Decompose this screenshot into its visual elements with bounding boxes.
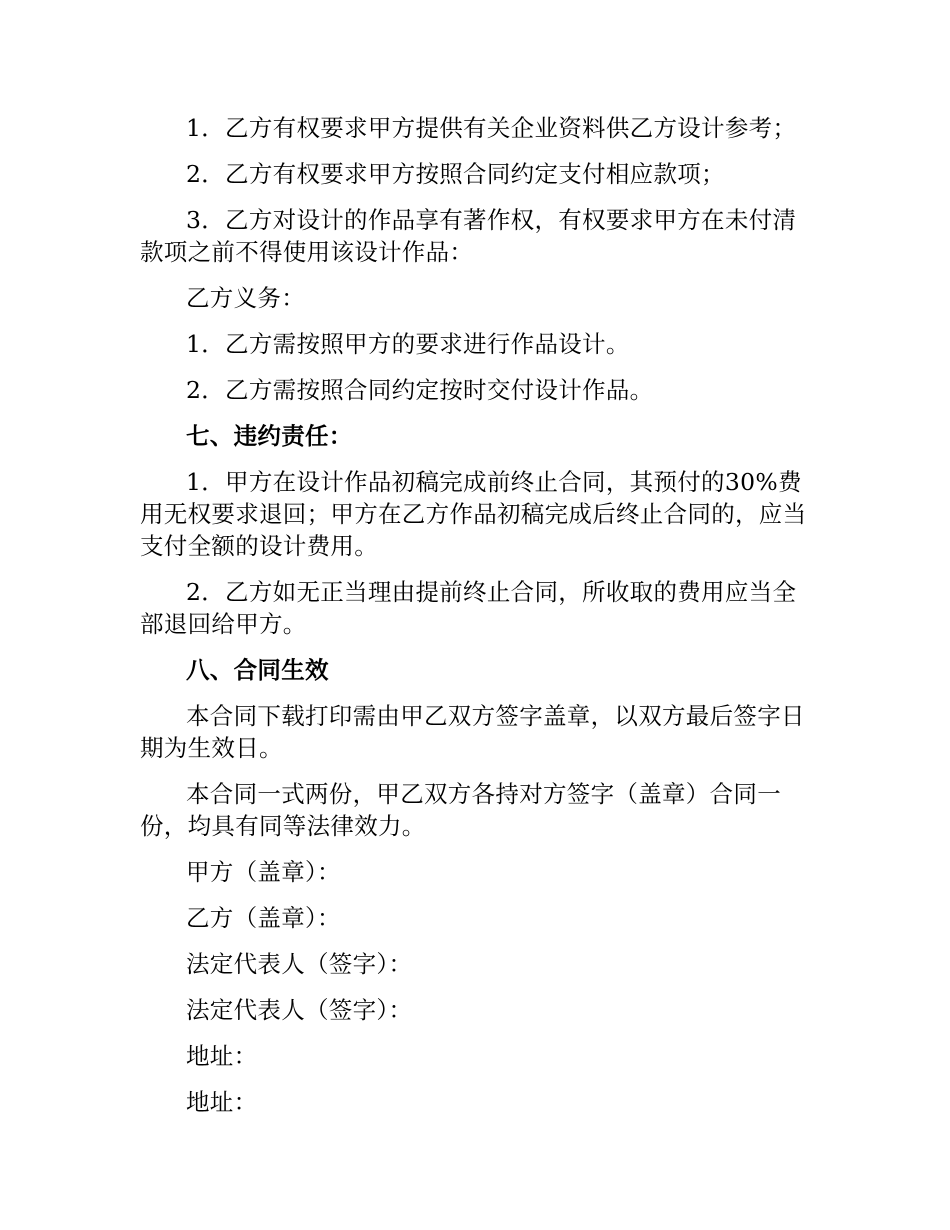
yi-right-item-3: 3．乙方对设计的作品享有著作权，有权要求甲方在未付清款项之前不得使用该设计作品： xyxy=(140,206,797,266)
document-body xyxy=(140,112,812,1132)
legal-rep-signature-line-2: 法定代表人（签字）： xyxy=(186,996,413,1024)
party-a-seal-line: 甲方（盖章）： xyxy=(186,858,341,886)
yi-duty-title: 乙方义务： xyxy=(186,284,305,312)
address-line-1: 地址： xyxy=(186,1042,258,1070)
yi-right-item-2: 2．乙方有权要求甲方按照合同约定支付相应款项； xyxy=(186,160,725,188)
section-7-heading: 七、违约责任： xyxy=(186,422,353,450)
yi-duty-item-2: 2．乙方需按照合同约定按时交付设计作品。 xyxy=(186,376,654,404)
address-line-2: 地址： xyxy=(186,1088,258,1116)
effect-paragraph-2: 本合同一式两份，甲乙双方各持对方签字（盖章）合同一份，均具有同等法律效力。 xyxy=(140,780,781,840)
party-b-seal-line: 乙方（盖章）： xyxy=(186,904,341,932)
yi-right-item-1: 1．乙方有权要求甲方提供有关企业资料供乙方设计参考； xyxy=(186,114,797,142)
yi-duty-item-1: 1．乙方需按照甲方的要求进行作品设计。 xyxy=(186,330,630,358)
breach-item-2: 2．乙方如无正当理由提前终止合同，所收取的费用应当全部退回给甲方。 xyxy=(140,578,797,638)
effect-paragraph-1: 本合同下载打印需由甲乙双方签字盖章，以双方最后签字日期为生效日。 xyxy=(140,702,805,762)
breach-item-1: 1．甲方在设计作品初稿完成前终止合同，其预付的30%费用无权要求退回；甲方在乙方作品初稿完成后终止合同的，应当支付全额的设计费用。 xyxy=(140,468,807,560)
legal-rep-signature-line-1: 法定代表人（签字）： xyxy=(186,950,413,978)
section-8-heading: 八、合同生效 xyxy=(186,656,329,684)
